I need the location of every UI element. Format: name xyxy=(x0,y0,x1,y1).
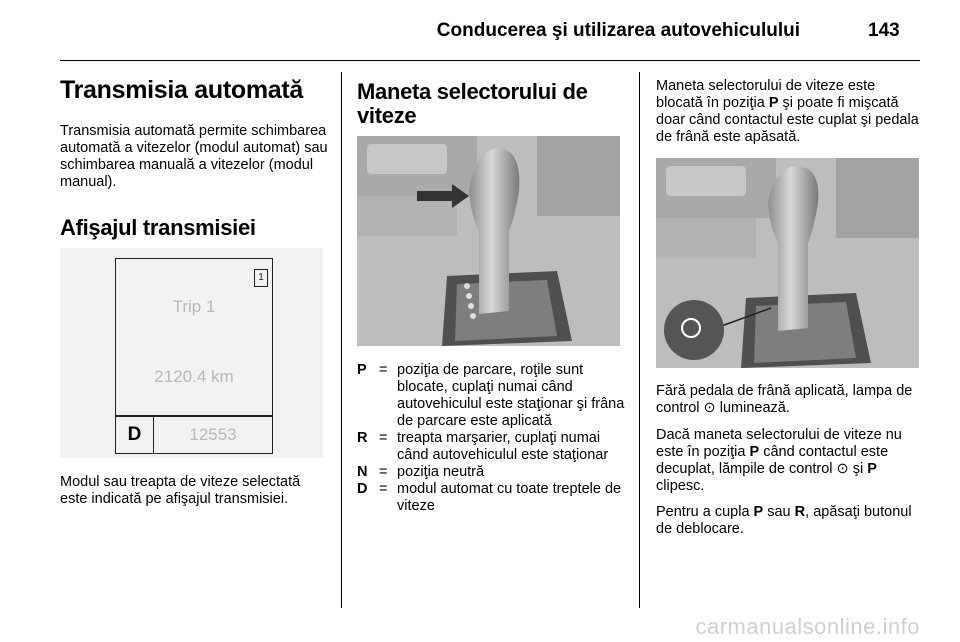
column-rule-2 xyxy=(639,72,640,608)
gear-lever-indicator-photo xyxy=(656,158,919,368)
text-run: când contactul este decuplat, lămpile de control ⊙ şi xyxy=(656,444,889,477)
selector-lever-heading xyxy=(357,80,588,128)
text-run: Dacă maneta selectorului de viteze nu este în poziţia xyxy=(656,427,902,460)
transmission-display-figure xyxy=(60,248,323,458)
text-run: Maneta selectorului de viteze este blocată în poziţia xyxy=(656,78,876,111)
selector-lever-heading-line2: viteze xyxy=(357,103,417,128)
trip-icon: 1 xyxy=(254,269,268,287)
brake-lamp-paragraph: Fără pedala de frână aplicată, lampa de control ⊙ luminează. xyxy=(656,383,913,416)
text-run: clipesc. xyxy=(656,478,705,494)
watermark: carmanualsonline.info xyxy=(695,614,920,639)
text-run: şi poate fi mişcată doar când contactul este cuplat şi pedala de frână este apăsată. xyxy=(656,95,919,145)
selector-lever-heading-line1: Maneta selectorului de xyxy=(357,79,588,104)
definition-term: P xyxy=(357,362,367,378)
bold-run: P xyxy=(768,95,779,111)
definition-term: D xyxy=(357,481,368,497)
ignition-off-paragraph xyxy=(656,427,924,495)
definition-row xyxy=(357,362,627,430)
header-rule xyxy=(60,60,920,61)
intro-paragraph: Transmisia automată permite schimbarea automată a vitezelor (modul automat) sau schimbarea manuală a vitezelor (modul manual). xyxy=(60,123,328,190)
definition-equals: = xyxy=(379,362,388,378)
column-rule-1 xyxy=(341,72,342,608)
gear-position-definitions xyxy=(357,362,627,515)
definition-description: treapta marşarier, cuplaţi numai când autovehiculul este staţionar xyxy=(397,430,609,463)
definition-equals: = xyxy=(379,481,388,497)
bold-run: P xyxy=(867,461,877,477)
text-run: sau xyxy=(763,504,795,520)
display-caption: Modul sau treapta de viteze selectată este indicată pe afişajul transmisiei. xyxy=(60,474,301,507)
lever-lock-paragraph xyxy=(656,78,924,146)
definition-description: modul automat cu toate treptele de viteze xyxy=(397,481,622,514)
section-heading: Transmisia automată xyxy=(60,76,304,104)
running-header-title: Conducerea şi utilizarea autovehiculului xyxy=(436,20,800,41)
text-run: , apăsaţi butonul de deblocare. xyxy=(656,504,912,537)
definition-term: R xyxy=(357,430,368,446)
bold-run: R xyxy=(794,504,806,520)
definition-description: poziţia neutră xyxy=(397,464,485,480)
gear-lever-illustration xyxy=(357,136,620,346)
definition-term: N xyxy=(357,464,368,480)
display-frame xyxy=(115,258,273,454)
engage-paragraph xyxy=(656,504,924,538)
gear-lever-photo xyxy=(357,136,620,346)
gear-indicator: D xyxy=(116,416,154,453)
bold-run: P xyxy=(753,504,764,520)
subheading-transmission-display: Afişajul transmisiei xyxy=(60,215,256,240)
bold-run: P xyxy=(749,444,760,460)
page-number: 143 xyxy=(868,20,900,41)
definition-description: poziţia de parcare, roţile sunt blocate, cuplaţi numai când autovehiculul este staţionar şi frâna de parcare este aplicată xyxy=(397,362,625,429)
text-run: Pentru a cupla xyxy=(656,504,754,520)
odometer-value: 12553 xyxy=(189,424,237,444)
definition-row xyxy=(357,481,627,515)
definition-row xyxy=(357,430,627,464)
definition-equals: = xyxy=(379,464,388,480)
gear-lever-lock-illustration xyxy=(656,158,919,368)
trip-label: Trip 1 xyxy=(172,297,216,316)
trip-distance: 2120.4 km xyxy=(154,367,234,386)
definition-row xyxy=(357,464,627,481)
definition-equals: = xyxy=(379,430,388,446)
